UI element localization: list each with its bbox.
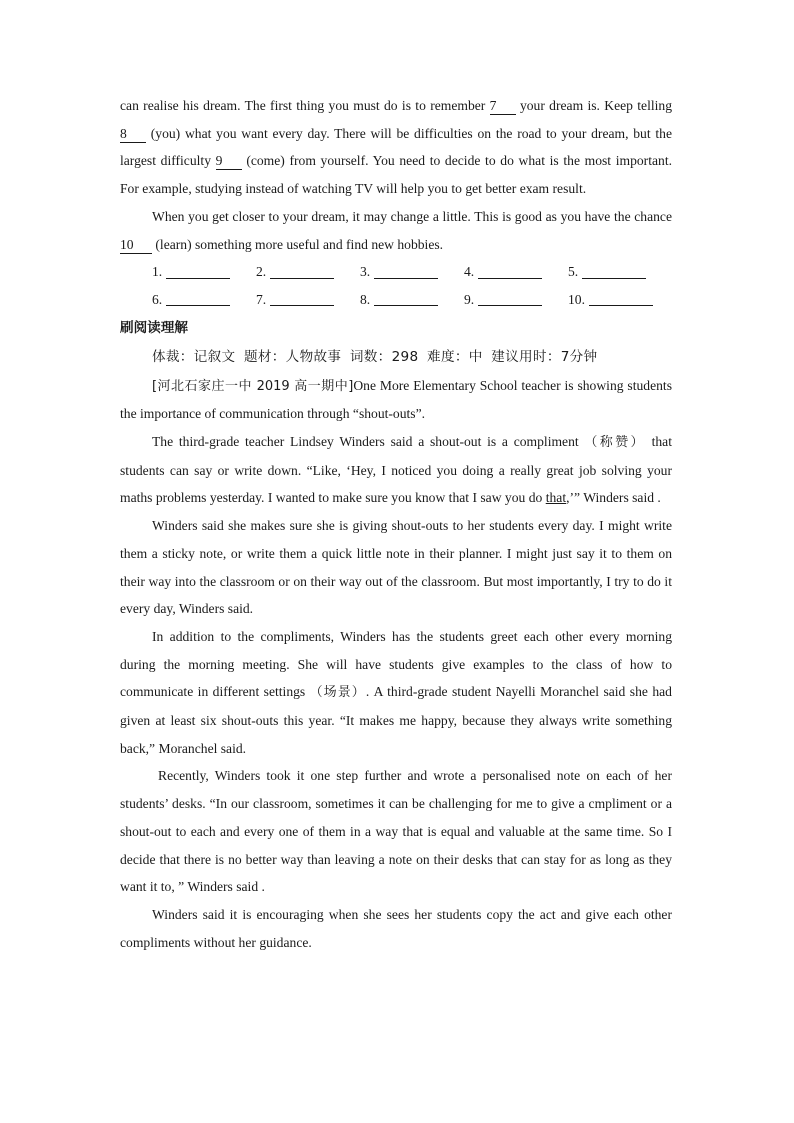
blank-10: 10 <box>120 237 152 254</box>
blank-9: 9 <box>216 153 242 170</box>
cloze-paragraph-2 <box>120 203 672 258</box>
text-run: (you) what you want every day. There will be difficulties on the road to your dream, but the largest difficulty <box>120 125 672 169</box>
answer-line[interactable] <box>582 266 646 279</box>
text-run: The third-grade teacher Lindsey Winders said a shout-out is a compliment <box>152 434 585 449</box>
text-run: that students can say or write down. “Like, ‘Hey, I noticed you doing a really great job solving your maths problems yesterday. I wanted to make sure you know that I saw you do <box>120 434 672 506</box>
answer-number: 6. <box>152 291 163 307</box>
answer-line[interactable] <box>270 293 334 306</box>
meta-genre: 体裁：记叙文 <box>152 348 236 365</box>
answer-number: 8. <box>360 291 371 307</box>
meta-difficulty: 难度：中 <box>427 348 483 365</box>
answer-line[interactable] <box>166 293 230 306</box>
blank-7: 7 <box>490 98 516 115</box>
reading-paragraph-6: Winders said it is encouraging when she sees her students copy the act and give each other compliments without her guidance. <box>120 906 672 950</box>
answer-number: 3. <box>360 264 371 280</box>
answer-number: 7. <box>256 291 267 307</box>
answer-number: 9. <box>464 291 475 307</box>
answer-number: 2. <box>256 264 267 280</box>
answer-item-6 <box>152 292 256 308</box>
reading-paragraph-3: Winders said she makes sure she is giving shout-outs to her students every day. I might write them a sticky note, or write them a quick little note in their planner. I might just say it to them on their way into the classroom or on their way out of the classroom. But most importantly, I try to do it every day, Winders said. <box>120 518 672 617</box>
answer-number: 1. <box>152 264 163 280</box>
reading-paragraph-5: Recently, Winders took it one step further and wrote a personalised note on each of her students’ desks. “In our classroom, sometimes it can be challenging for me to give a cmpliment or a shout-out to each and every one of them in a way that is equal and valuable at the same time. So I decide that there is no better way than leaving a note on their desks that can stay for as long as they want it to, ” Winders said . <box>120 768 672 895</box>
text-run: (learn) something more useful and find new hobbies. <box>152 236 444 252</box>
reading-paragraph-2 <box>120 428 672 512</box>
answer-line[interactable] <box>166 266 230 279</box>
answer-line[interactable] <box>478 266 542 279</box>
text-run: One More Elementary School teacher is showing students the importance of communication through “shout-outs”. <box>120 377 672 422</box>
text-run: can realise his dream. The first thing you must do is to remember <box>120 98 490 113</box>
text-run: . A third-grade student Nayelli Moranchel said she had given at least six shout-outs this year. “It makes me happy, because they always write something back,” Moranchel said. <box>120 684 672 756</box>
answer-item-9 <box>464 292 568 308</box>
answer-item-7 <box>256 292 360 308</box>
answer-item-5 <box>568 264 672 280</box>
answer-row-2 <box>152 286 672 314</box>
gloss: （称赞） <box>584 435 646 450</box>
text-run: In addition to the compliments, Winders has the students greet each other every morning during the morning meeting. She will have students give examples to the class of how to communicate in different settings <box>120 628 672 700</box>
answer-row-1 <box>152 258 672 286</box>
underlined-word: that <box>545 490 567 506</box>
gloss: （场景） <box>309 685 366 701</box>
answer-item-1 <box>152 264 256 280</box>
cloze-paragraph-1 <box>120 92 672 203</box>
document-page <box>120 92 672 956</box>
reading-paragraph-1 <box>120 372 672 428</box>
answer-number: 5. <box>568 264 579 280</box>
answer-item-2 <box>256 264 360 280</box>
answer-item-10 <box>568 292 672 308</box>
reading-paragraph-4 <box>120 623 672 763</box>
answer-item-4 <box>464 264 568 280</box>
answer-line[interactable] <box>270 266 334 279</box>
answer-line[interactable] <box>374 293 438 306</box>
section-title: 刷阅读理解 <box>120 319 188 336</box>
answer-blanks <box>120 258 672 313</box>
meta-words: 词数：298 <box>349 348 419 365</box>
text-run: ,’” Winders said . <box>566 490 661 506</box>
text-run: your dream is. Keep telling <box>515 98 672 113</box>
text-run: When you get closer to your dream, it may change a little. This is good as you have the chance <box>152 208 672 224</box>
answer-line[interactable] <box>374 266 438 279</box>
answer-line[interactable] <box>589 293 653 306</box>
source-tag: [河北石家庄一中 2019 高一期中] <box>152 378 354 394</box>
blank-8: 8 <box>120 126 146 143</box>
answer-number: 10. <box>568 291 585 307</box>
answer-item-3 <box>360 264 464 280</box>
meta-topic: 题材：人物故事 <box>244 348 342 365</box>
passage-meta <box>120 342 672 372</box>
answer-item-8 <box>360 292 464 308</box>
answer-line[interactable] <box>478 293 542 306</box>
meta-time: 建议用时：7分钟 <box>491 348 598 365</box>
text-run: (come) from yourself. You need to decide to do what is the most important. For example, studying instead of watching TV will help you to get better exam result. <box>120 153 672 197</box>
answer-number: 4. <box>464 264 475 280</box>
